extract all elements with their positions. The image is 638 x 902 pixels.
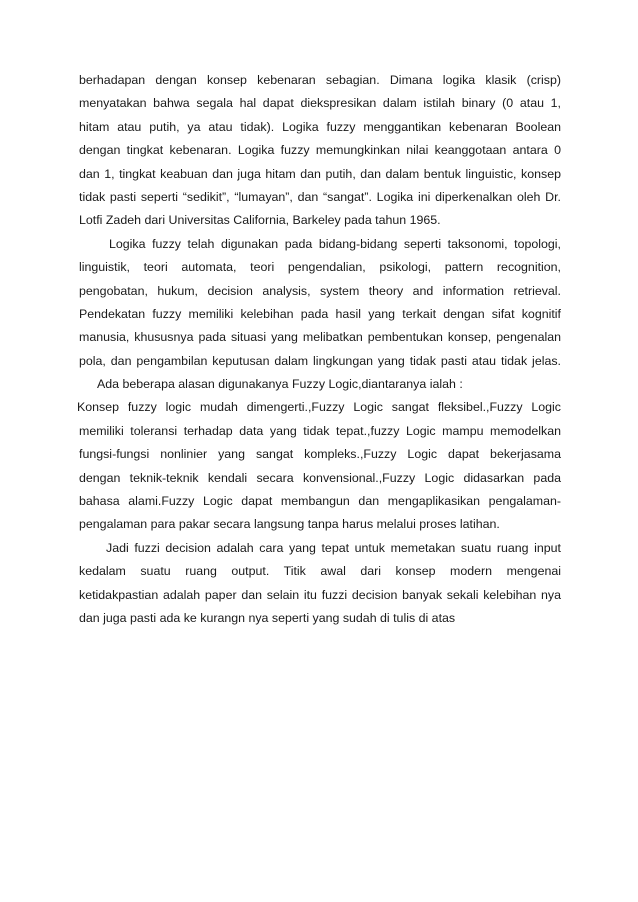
text-line-20: pengalaman para pakar secara langsung tanpa harus melalui proses latihan.	[79, 517, 500, 532]
text-line-8: Logika fuzzy telah digunakan pada bidang-bidang seperti taksonomi, topologi,	[109, 236, 561, 251]
text-line-23: ketidakpastian adalah paper dan selain itu fuzzi decision banyak sekali kelebihan nya	[79, 587, 561, 602]
text-line-3: hitam atau putih, ya atau tidak). Logika fuzzy menggantikan kebenaran Boolean	[79, 119, 561, 134]
text-line-10: pengobatan, hukum, decision analysis, system theory and information retrieval.	[79, 283, 561, 298]
text-line-24: dan juga pasti ada ke kurangn nya seperti yang sudah di tulis di atas	[79, 610, 456, 625]
text-line-11: Pendekatan fuzzy memiliki kelebihan pada hasil yang terkait dengan sifat kognitif	[79, 306, 561, 321]
text-line-22: kedalam suatu ruang output. Titik awal dari konsep modern mengenai	[79, 564, 561, 579]
text-line-16: memiliki toleransi terhadap data yang tidak tepat.,fuzzy Logic mampu memodelkan	[79, 423, 561, 438]
text-line-15: Konsep fuzzy logic mudah dimengerti.,Fuzzy Logic sangat fleksibel.,Fuzzy Logic	[77, 400, 561, 415]
text-line-13: pola, dan pengambilan keputusan dalam lingkungan yang tidak pasti atau tidak jelas.	[79, 353, 561, 368]
text-line-14: Ada beberapa alasan digunakanya Fuzzy Logic,diantaranya ialah :	[97, 377, 463, 392]
text-line-5: dan 1, tingkat keabuan dan juga hitam dan putih, dan dalam bentuk linguistic, konsep	[79, 166, 561, 181]
text-line-7: Lotfi Zadeh dari Universitas California, Barkeley pada tahun 1965.	[79, 213, 441, 228]
text-line-1: berhadapan dengan konsep kebenaran sebagian. Dimana logika klasik (crisp)	[79, 73, 561, 87]
text-line-21: Jadi fuzzi decision adalah cara yang tepat untuk memetakan suatu ruang input	[106, 540, 561, 555]
text-line-18: dengan teknik-teknik kendali secara konvensional.,Fuzzy Logic didasarkan pada	[79, 470, 561, 485]
body-text	[79, 69, 561, 630]
text-line-9: linguistik, teori automata, teori pengendalian, psikologi, pattern recognition,	[79, 260, 561, 275]
text-line-4: dengan tingkat kebenaran. Logika fuzzy memungkinkan nilai keanggotaan antara 0	[79, 143, 561, 158]
text-line-17: fungsi-fungsi nonlinier yang sangat kompleks.,Fuzzy Logic dapat bekerjasama	[79, 447, 561, 462]
text-line-12: manusia, khususnya pada situasi yang melibatkan pembentukan konsep, pengenalan	[79, 330, 561, 345]
text-line-6: tidak pasti seperti “sedikit”, “lumayan”, dan “sangat”. Logika ini diperkenalkan oleh Dr.	[79, 189, 561, 204]
text-line-2: menyatakan bahwa segala hal dapat diekspresikan dalam istilah binary (0 atau 1,	[79, 96, 561, 111]
text-line-19: bahasa alami.Fuzzy Logic dapat membangun dan mengaplikasikan pengalaman-	[79, 494, 561, 509]
